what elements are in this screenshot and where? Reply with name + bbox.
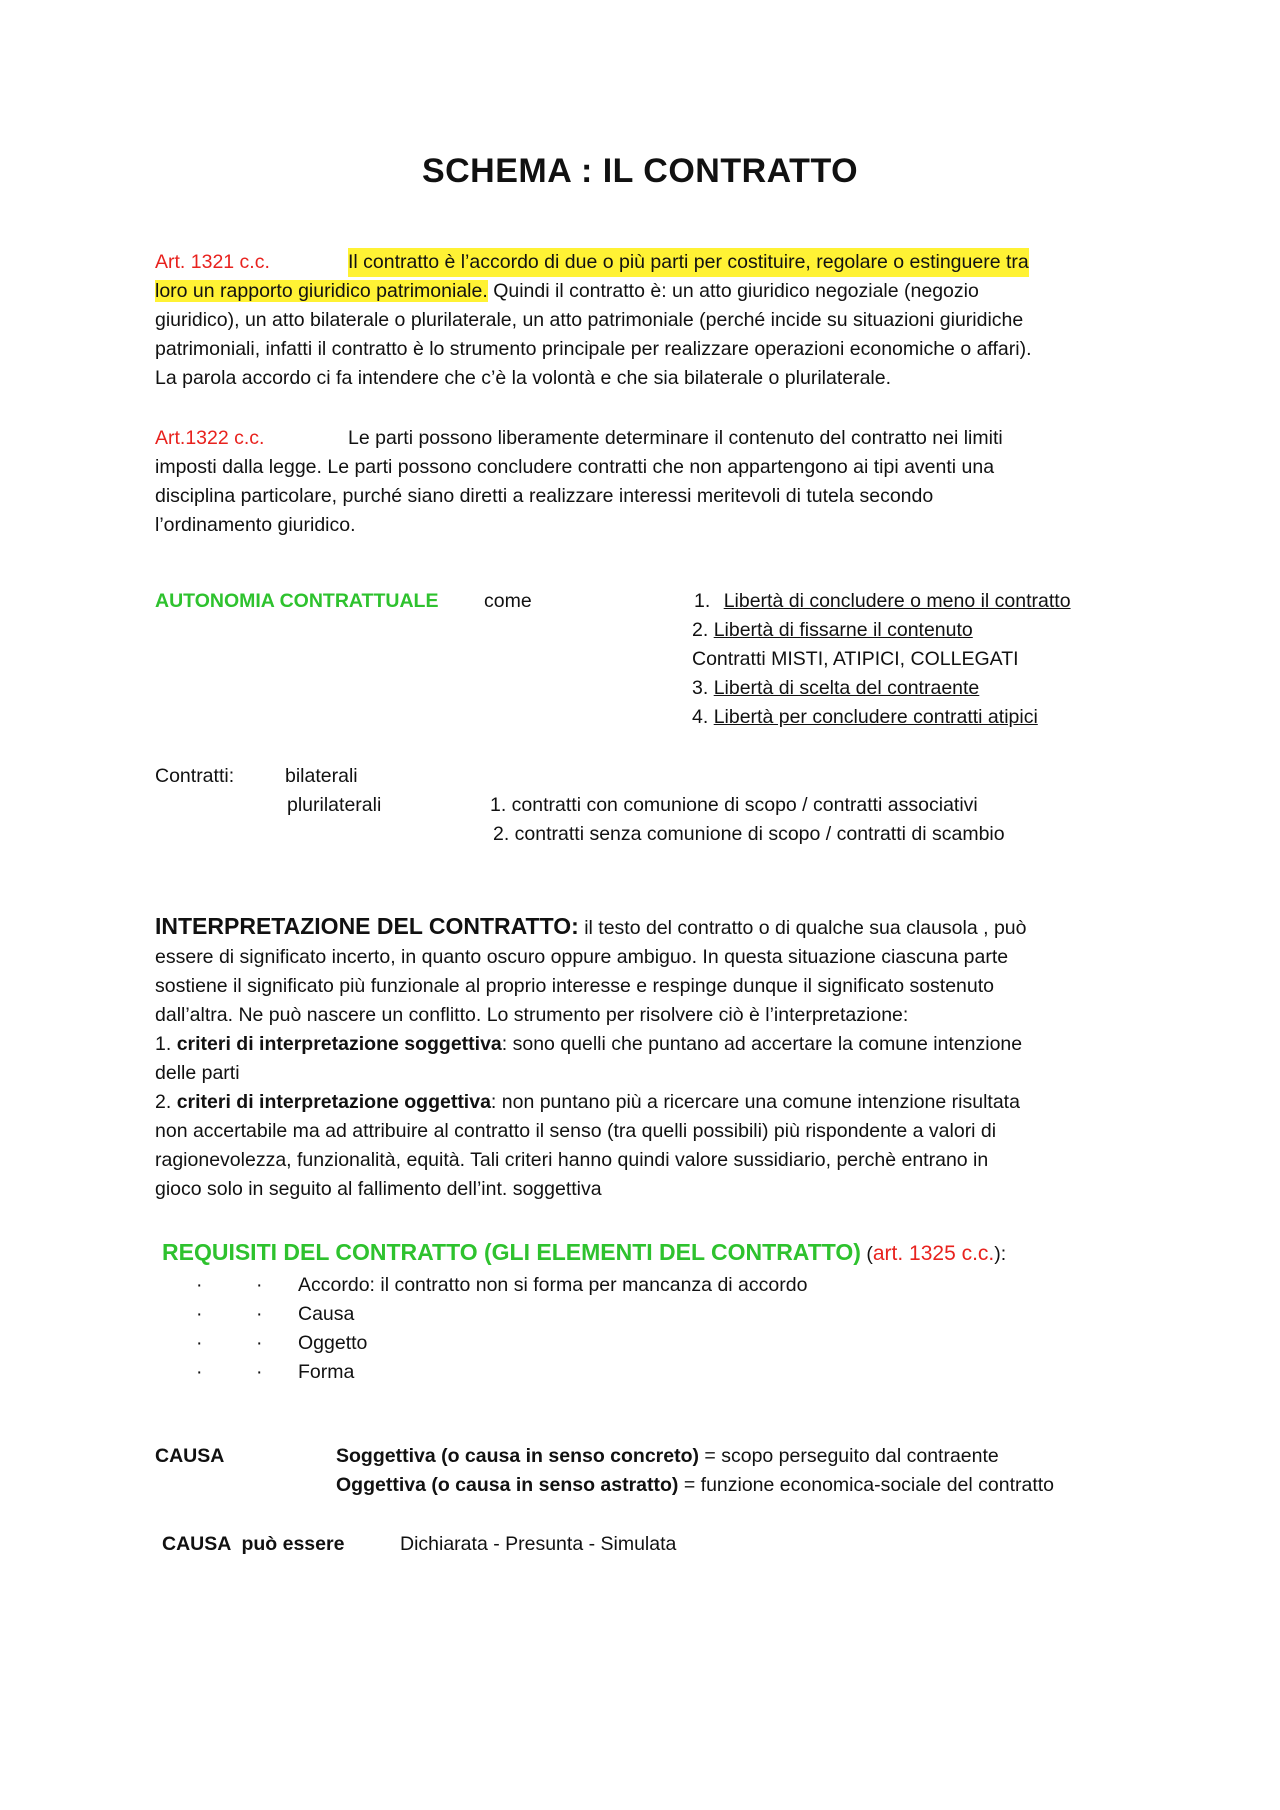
art-1321-ref: Art. 1321 c.c. bbox=[155, 251, 270, 273]
criterio-soggettivo-line2: delle parti bbox=[155, 1062, 240, 1084]
contratti-label: Contratti: bbox=[155, 765, 235, 787]
autonomia-come: come bbox=[484, 590, 532, 612]
autonomia-item-2 bbox=[692, 616, 973, 645]
requisiti-art-ref: art. 1325 c.c. bbox=[872, 1242, 995, 1265]
autonomia-item-text: Libertà per concludere contratti atipici bbox=[713, 706, 1038, 728]
requisito-text: Accordo: il contratto non si forma per mancanza di accordo bbox=[298, 1274, 808, 1296]
contratti-bilaterali: bilaterali bbox=[285, 765, 358, 787]
autonomia-item-4 bbox=[692, 703, 1038, 732]
requisito-text: Forma bbox=[298, 1361, 355, 1383]
autonomia-item-number: 2. bbox=[692, 619, 709, 641]
autonomia-item-text: Libertà di concludere o meno il contratto bbox=[723, 590, 1071, 612]
autonomia-item-text: Contratti MISTI, ATIPICI, COLLEGATI bbox=[692, 648, 1019, 670]
criterio-number: 2. bbox=[155, 1091, 177, 1113]
criterio-oggettivo-title: criteri di interpretazione oggettiva bbox=[176, 1091, 491, 1113]
causa-tipi: Dichiarata - Presunta - Simulata bbox=[400, 1533, 677, 1555]
art-1322-line3: disciplina particolare, purché siano diretti a realizzare interessi meritevoli di tutela secondo bbox=[155, 485, 934, 507]
interpretazione-line4: dall’altra. Ne può nascere un conflitto. Lo strumento per risolvere ciò è l’interpretazione: bbox=[155, 1004, 909, 1026]
autonomia-item-text: Libertà di fissarne il contenuto bbox=[713, 619, 973, 641]
art-1321-highlight-line2: loro un rapporto giuridico patrimoniale. bbox=[155, 280, 488, 302]
criterio-oggettivo-line2: non accertabile ma ad attribuire al contratto il senso (tra quelli possibili) più rispondente a valori di bbox=[155, 1120, 997, 1142]
contratti-item-2: 2. contratti senza comunione di scopo / contratti di scambio bbox=[493, 823, 1005, 845]
causa-oggettiva-text: = funzione economica-sociale del contratto bbox=[678, 1474, 1055, 1496]
bullet-icon: · bbox=[256, 1274, 263, 1296]
criterio-oggettivo-line4: gioco solo in seguito al fallimento dell’int. soggettiva bbox=[155, 1178, 602, 1200]
bullet-icon: · bbox=[196, 1274, 203, 1296]
autonomia-item-number: 1. bbox=[694, 590, 711, 612]
causa-label: CAUSA bbox=[155, 1445, 225, 1467]
interpretazione-line1-rest: il testo del contratto o di qualche sua clausola , può bbox=[578, 917, 1027, 939]
criterio-soggettivo bbox=[155, 1030, 1022, 1059]
causa-soggettiva bbox=[336, 1442, 999, 1471]
criterio-oggettivo-text: : non puntano più a ricercare una comune intenzione risultata bbox=[490, 1091, 1020, 1113]
causa-oggettiva bbox=[336, 1471, 1054, 1500]
interpretazione-line3: sostiene il significato più funzionale al proprio interesse e respinge dunque il significato sostenuto bbox=[155, 975, 995, 997]
art-1322-line4: l’ordinamento giuridico. bbox=[155, 514, 356, 536]
art-1321-line2-rest: Quindi il contratto è: un atto giuridico negoziale (negozio bbox=[487, 280, 979, 302]
bullet-icon: · bbox=[196, 1332, 203, 1354]
autonomia-item-3 bbox=[692, 674, 979, 703]
criterio-number: 1. bbox=[155, 1033, 177, 1055]
criterio-oggettivo bbox=[155, 1088, 1020, 1117]
requisito-text: Oggetto bbox=[298, 1332, 368, 1354]
page-title: SCHEMA : IL CONTRATTO bbox=[421, 152, 859, 190]
art-1321-line3: giuridico), un atto bilaterale o plurilaterale, un atto patrimoniale (perché incide su situazioni giuridiche bbox=[155, 309, 1024, 331]
criterio-soggettivo-text: : sono quelli che puntano ad accertare la comune intenzione bbox=[501, 1033, 1023, 1055]
autonomia-item-text: Libertà di scelta del contraente bbox=[713, 677, 980, 699]
autonomia-label: AUTONOMIA CONTRATTUALE bbox=[155, 590, 439, 612]
art-1322-line1: Le parti possono liberamente determinare il contenuto del contratto nei limiti bbox=[348, 427, 1003, 449]
art-1321-line4: patrimoniali, infatti il contratto è lo strumento principale per realizzare operazioni economiche o affari). bbox=[155, 338, 1032, 360]
causa-oggettiva-title: Oggettiva (o causa in senso astratto) bbox=[336, 1474, 679, 1496]
requisiti-paren-open: ( bbox=[860, 1243, 873, 1265]
requisiti-paren-close: ): bbox=[994, 1243, 1007, 1265]
art-1321-line5: La parola accordo ci fa intendere che c’è la volontà e che sia bilaterale o plurilaterale. bbox=[155, 367, 892, 389]
causa-soggettiva-title: Soggettiva (o causa in senso concreto) bbox=[336, 1445, 699, 1467]
requisiti-heading: REQUISITI DEL CONTRATTO (GLI ELEMENTI DEL CONTRATTO) bbox=[162, 1239, 861, 1265]
interpretazione-line1 bbox=[155, 912, 1027, 943]
bullet-icon: · bbox=[256, 1361, 263, 1383]
autonomia-item-number: 3. bbox=[692, 677, 709, 699]
contratti-plurilaterali: plurilaterali bbox=[287, 794, 382, 816]
autonomia-item-1 bbox=[694, 587, 1071, 616]
interpretazione-line2: essere di significato incerto, in quanto oscuro oppure ambiguo. In questa situazione ciascuna parte bbox=[155, 946, 1009, 968]
criterio-oggettivo-line3: ragionevolezza, funzionalità, equità. Tali criteri hanno quindi valore sussidiario, perchè entrano in bbox=[155, 1149, 989, 1171]
bullet-icon: · bbox=[196, 1361, 203, 1383]
art-1322-line2: imposti dalla legge. Le parti possono concludere contratti che non appartengono ai tipi aventi una bbox=[155, 456, 995, 478]
bullet-icon: · bbox=[196, 1303, 203, 1325]
bullet-icon: · bbox=[256, 1303, 263, 1325]
art-1321-highlight-line1: Il contratto è l’accordo di due o più parti per costituire, regolare o estinguere tra bbox=[348, 248, 1029, 277]
autonomia-item-number: 4. bbox=[692, 706, 709, 728]
autonomia-item-note bbox=[692, 645, 1019, 674]
art-1322-ref: Art.1322 c.c. bbox=[155, 427, 265, 449]
criterio-soggettivo-title: criteri di interpretazione soggettiva bbox=[176, 1033, 502, 1055]
requisiti-heading-line bbox=[162, 1238, 1006, 1269]
art-1321-line2 bbox=[155, 277, 979, 306]
interpretazione-heading: INTERPRETAZIONE DEL CONTRATTO: bbox=[155, 913, 579, 939]
contratti-item-1: 1. contratti con comunione di scopo / contratti associativi bbox=[490, 794, 978, 816]
requisito-text: Causa bbox=[298, 1303, 355, 1325]
causa-soggettiva-text: = scopo perseguito dal contraente bbox=[699, 1445, 999, 1467]
bullet-icon: · bbox=[256, 1332, 263, 1354]
causa-puo-essere-label: CAUSA può essere bbox=[162, 1533, 345, 1555]
